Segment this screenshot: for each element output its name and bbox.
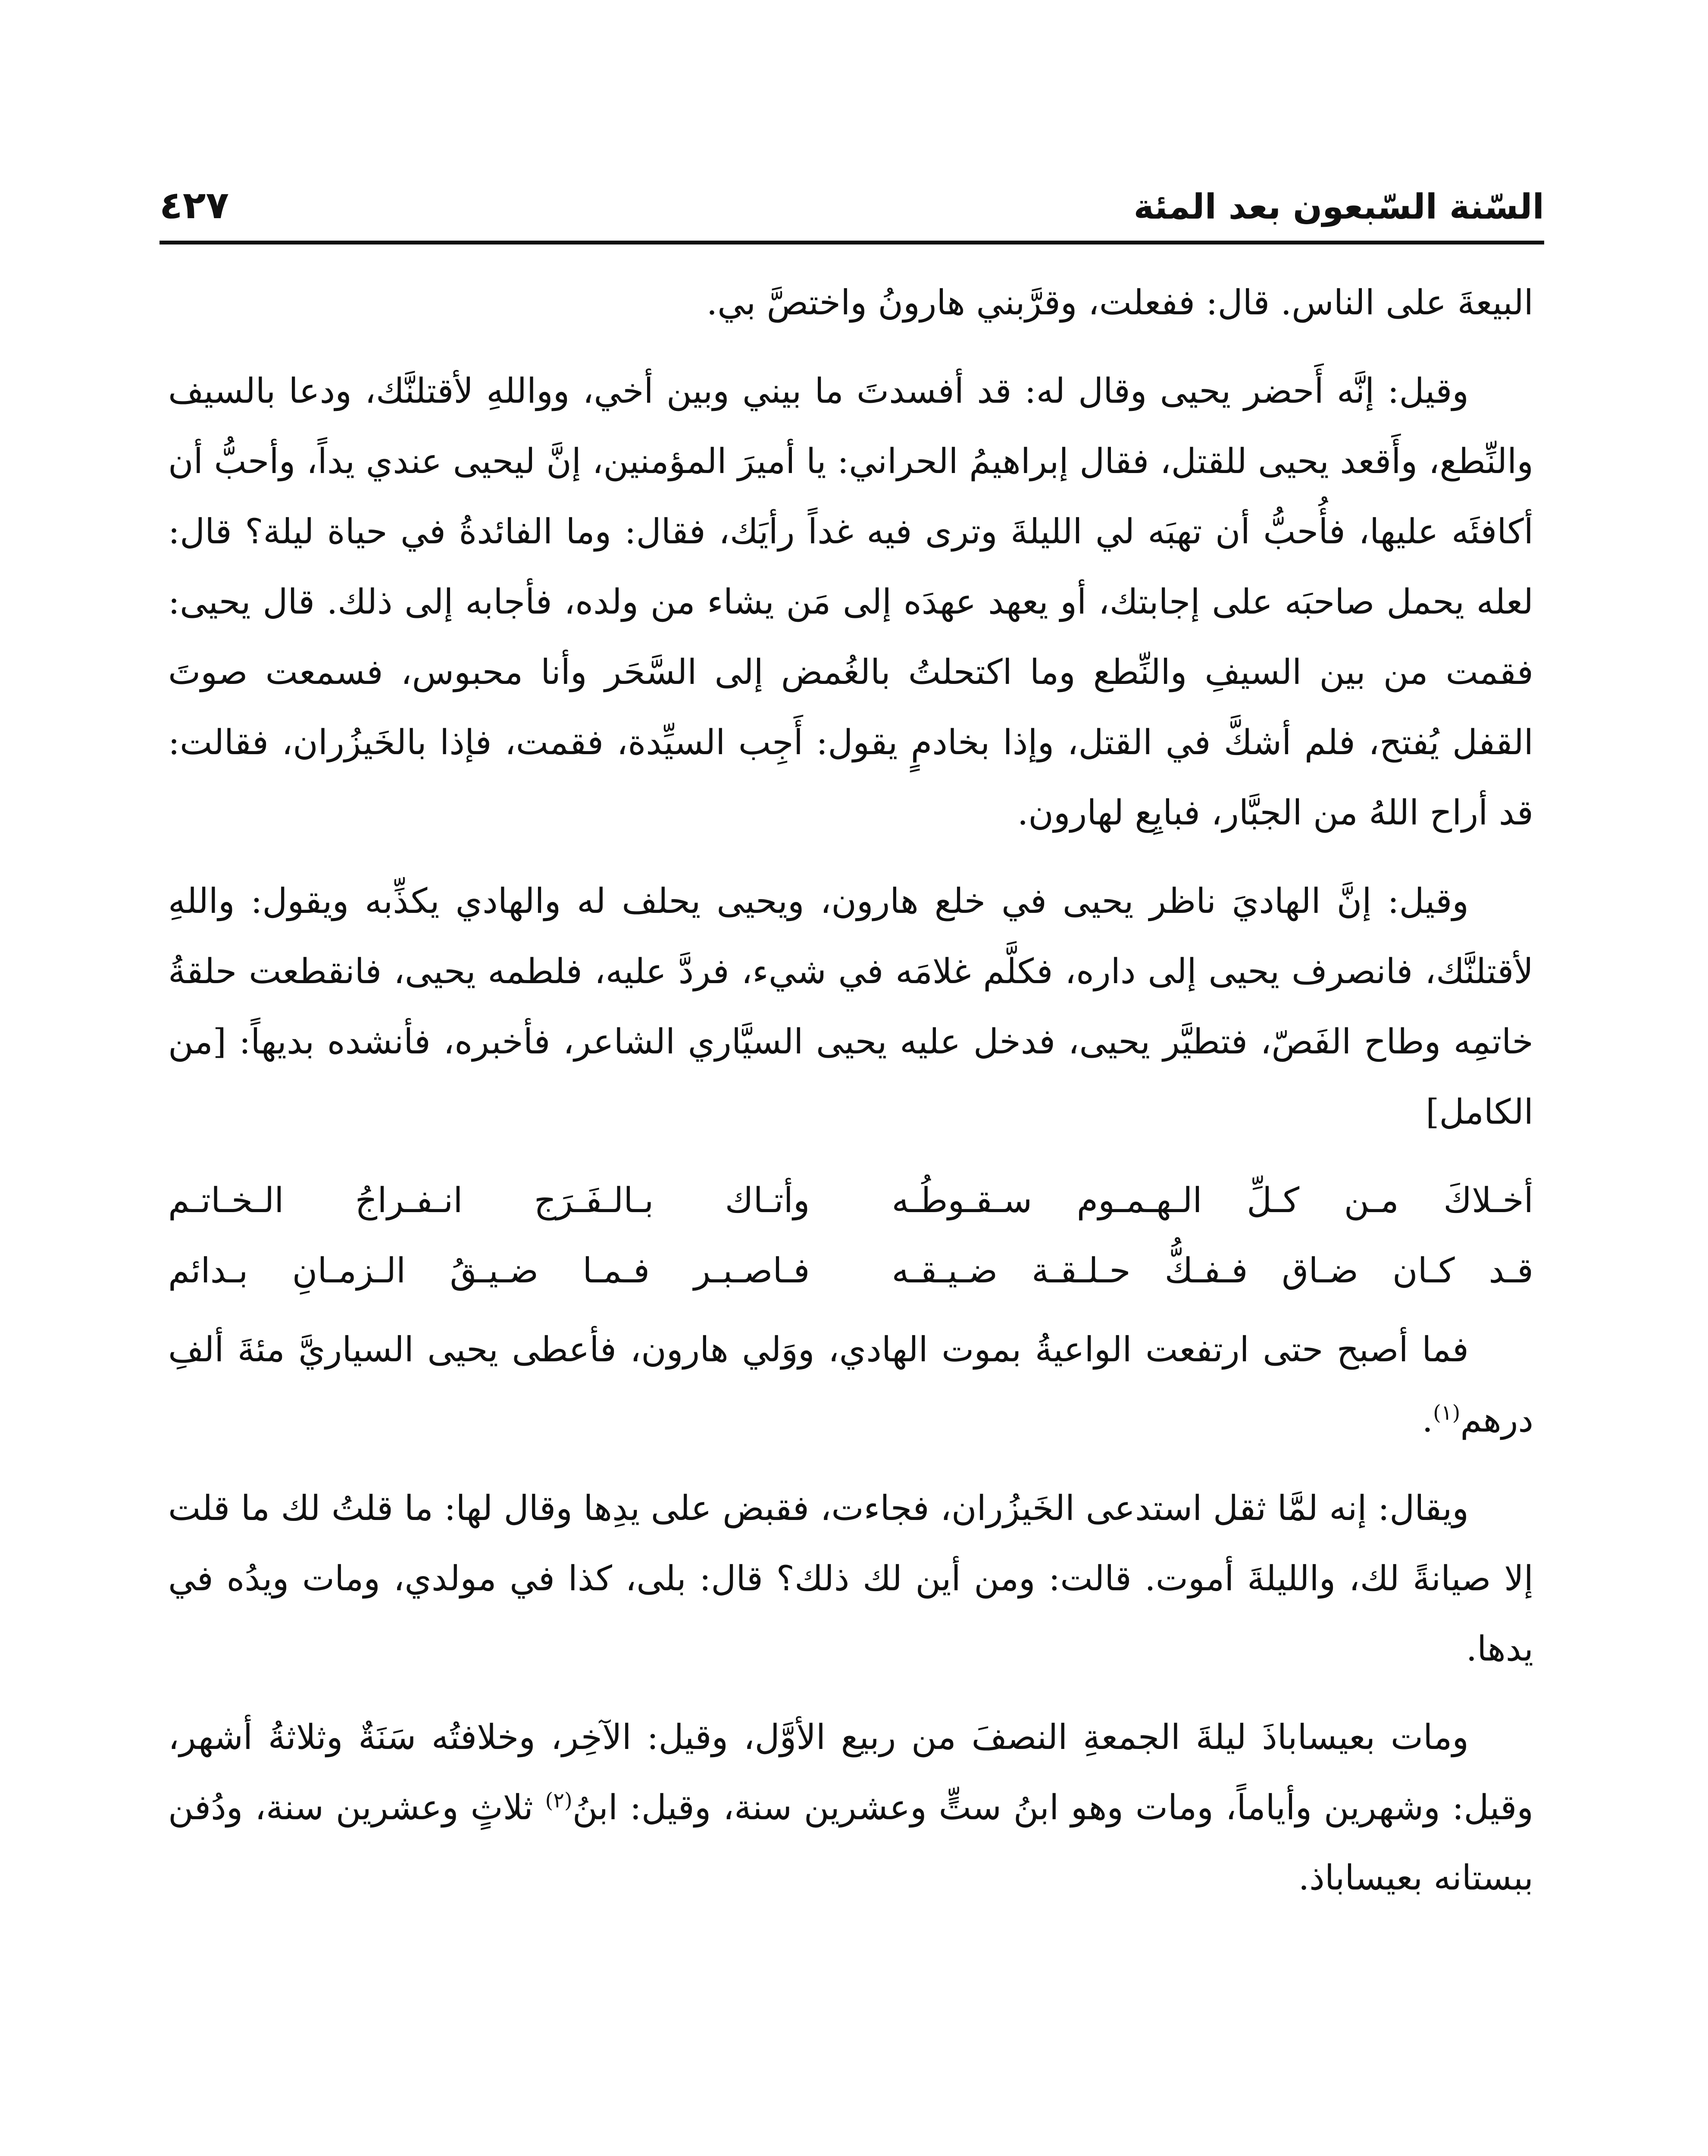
verse-line-2 [168, 1235, 1533, 1306]
verse-2-first-hemistich: قـد كـان ضـاق فـفـكُّ حـلـقـة ضـيـقـه [892, 1250, 1534, 1291]
paragraph-3: وقيل: إنَّ الهاديَ ناظر يحيى في خلع هارون، ويحيى يحلف له والهادي يكذِّبه ويقول: واللهِ لأقتلنَّك، فانصرف يحيى إلى داره، فكلَّم غلامَه في شيء، فردَّ عليه، فلطمه يحيى، فانقطعت حلقةُ خاتمِه وطاح الفَصّ، فتطيَّر يحيى، فدخل عليه يحيى السيَّاري الشاعر، فأخبره، فأنشده بديهاً: [من الكامل] [168, 881, 1534, 1132]
paragraph-5: ويقال: إنه لمَّا ثقل استدعى الخَيزُران، فجاءت، فقبض على يدِها وقال لها: ما قلتُ لك ما قلت إلا صيانةً لك، والليلةَ أموت. قالت: ومن أين لك ذلك؟ قال: بلى، كذا في مولدي، ومات ويدُه في يدها. [168, 1488, 1533, 1669]
paragraph-last [168, 1702, 1533, 1913]
paragraph-after-verse-text: فما أصبح حتى ارتفعت الواعيةُ بموت الهادي، ووَلي هارون، فأعطى يحيى السياريَّ مئةَ ألفِ درهم [168, 1329, 1533, 1440]
paragraph-after-verse [168, 1314, 1533, 1455]
paragraph-last-text: ومات بعيساباذَ ليلةَ الجمعةِ النصفَ من ربيع الأوَّل، وقيل: الآخِر، وخلافتُه سَنَةٌ وثلاثةُ أشهر، وقيل: وشهرين وأياماً، ومات وهو ابنُ ستٍّ وعشرين سنة، وقيل: ابنُ [168, 1717, 1534, 1827]
paragraph-after-verse-end: . [1422, 1400, 1433, 1440]
page-header [160, 164, 1544, 227]
page-number: ٤٢٧ [160, 183, 229, 227]
body-text [168, 267, 1533, 1931]
poem [168, 1165, 1533, 1306]
verse-2-second-hemistich: فـاصـبـر فـمـا ضـيـقُ الـزمـانِ بـدائم [168, 1250, 810, 1291]
verse-1-first-hemistich: أخـلاكَ مـن كـلِّ الـهـمـوم سـقـوطُـه [892, 1180, 1533, 1220]
paragraph-last-end: ثلاثٍ وعشرين سنة، ودُفن ببستانه بعيساباذ. [168, 1787, 1533, 1898]
paragraph-2: وقيل: إنَّه أَحضر يحيى وقال له: قد أفسدتَ ما بيني وبين أخي، وواللهِ لأقتلنَّك، ودعا بالسيف والنِّطع، وأَقعد يحيى للقتل، فقال إبراهيمُ الحراني: يا أميرَ المؤمنين، إنَّ ليحيى عندي يداً، وأحبُّ أن أكافئَه عليها، فأُحبُّ أن تهبَه لي الليلةَ وترى فيه غداً رأيَك، فقال: وما الفائدةُ في حياة ليلة؟ قال: لعله يحمل صاحبَه على إجابتك، أو يعهد عهدَه إلى مَن يشاء من ولده، فأجابه إلى ذلك. قال يحيى: فقمت من بين السيفِ والنِّطع وما اكتحلتُ بالغُمض إلى السَّحَر وأنا محبوس، فسمعت صوتَ القفل يُفتح، فلم أشكَّ في القتل، وإذا بخادمٍ يقول: أَجِب السيِّدة، فقمت، فإذا بالخَيزُران، فقالت: قد أراح اللهُ من الجبَّار، فبايِع لهارون. [168, 371, 1534, 833]
paragraph-1: البيعةَ على الناس. قال: ففعلت، وقرَّبني هارونُ واختصَّ بي. [706, 282, 1533, 323]
header-rule [160, 241, 1544, 244]
verse-line-1 [168, 1165, 1533, 1235]
verse-1-second-hemistich: وأتـاك بـالـفَـرَج انـفـراجُ الـخـاتـم [168, 1180, 810, 1220]
footnote-marker-2[interactable]: (٢) [545, 1788, 572, 1813]
running-head: السّنة السّبعون بعد المئة [1133, 187, 1544, 227]
footnote-marker-1[interactable]: (١) [1433, 1401, 1461, 1425]
